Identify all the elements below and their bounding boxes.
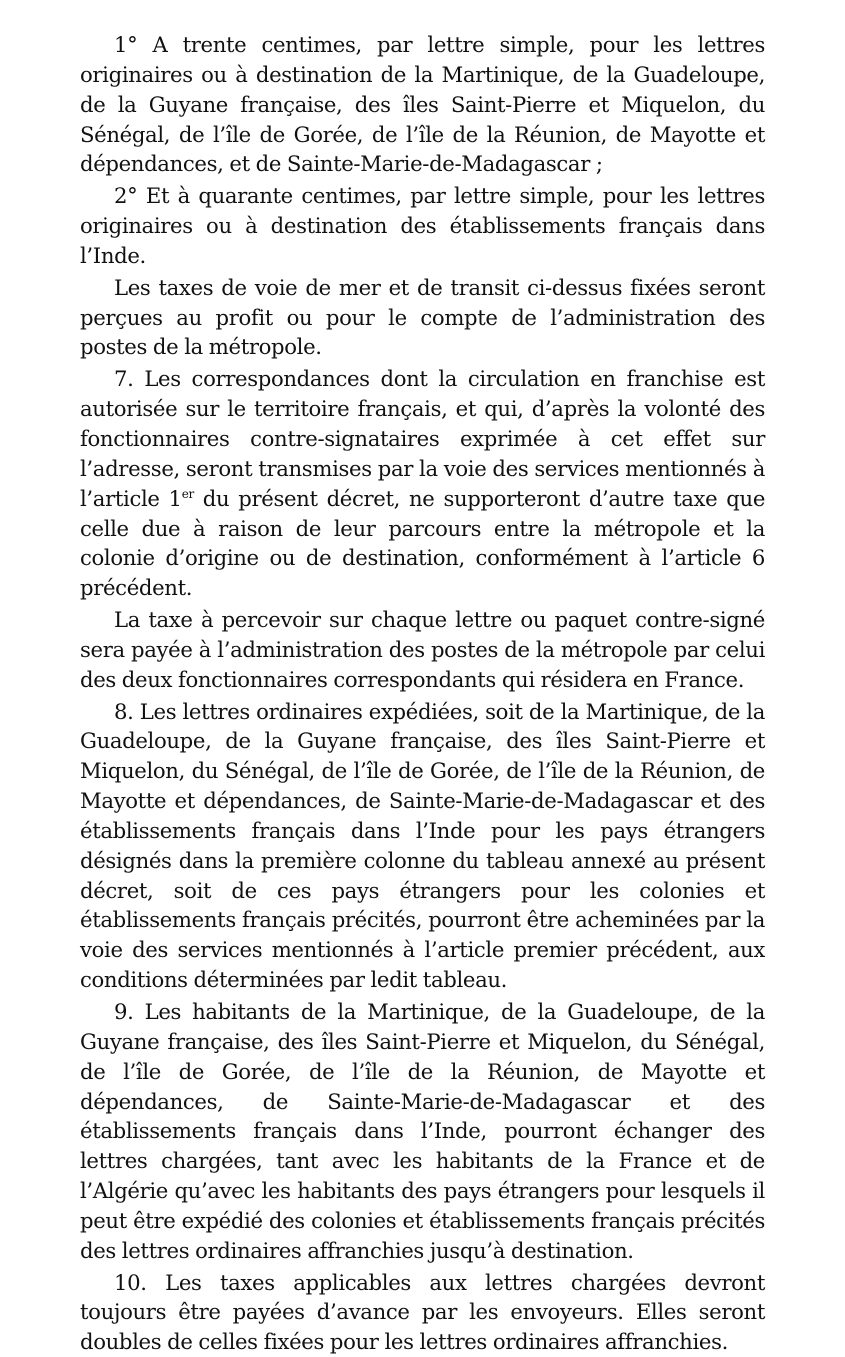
paragraph-tax-thirty-centimes: 1° A trente centimes, par lettre simple, pour les lettres originaires ou à destination de la Martinique, de la Guadeloupe, de la Guyane française, des îles Saint-Pierre et Miquelon, du Sénégal, de l’île de Gorée, de l’île de la Réunion, de Mayotte et dépendances, et de Sainte-Marie-de-Madagascar ; (80, 32, 765, 177)
paragraph-tax-forty-centimes: 2° Et à quarante centimes, par lettre simple, pour les lettres originaires ou à destination des établissements français dans l’Inde. (80, 183, 765, 268)
article-10: 10. Les taxes applicables aux lettres chargées devront toujours être payées d’avance par les envoyeurs. Elles seront doubles de celles fixées pour les lettres ordinaires affranchies. (80, 1269, 765, 1355)
paragraph-countersigned-tax: La taxe à percevoir sur chaque lettre ou paquet contre-signé sera payée à l’administration des postes de la métropole par celui des deux fonctionnaires correspondants qui résidera en France. (80, 607, 765, 692)
article-8: 8. Les lettres ordinaires expédiées, soit de la Martinique, de la Guadeloupe, de la Guyane française, des îles Saint-Pierre et Miquelon, du Sénégal, de l’île de Gorée, de l’île de la Réunion, de Mayotte et dépendances, de Sainte-Marie-de-Madagascar et des établissements français dans l’Inde pour les pays étrangers désignés dans la première colonne du tableau annexé au présent décret, soit de ces pays étrangers pour les colonies et établissements français précités, pourront être acheminées par la voie des services mentionnés à l’article premier précédent, aux conditions déterminées par ledit tableau. (80, 698, 765, 993)
article-9: 9. Les habitants de la Martinique, de la Guadeloupe, de la Guyane française, des îles Saint-Pierre et Miquelon, du Sénégal, de l’île de Gorée, de l’île de la Réunion, de Mayotte et dépendances, de Sainte-Marie-de-Madagascar et des établissements français dans l’Inde, pourront échanger des lettres chargées, tant avec les habitants de la France et de l’Algérie qu’avec les habitants des pays étrangers pour lesquels il peut être expédié des colonies et établissements français précités des lettres ordinaires affranchies jusqu’à destination. (80, 999, 765, 1263)
document-page (80, 30, 765, 1357)
article-7 (80, 364, 765, 603)
article-7-text-after: du présent décret, ne supporteront d’autre taxe que celle due à raison de leur parcours entre la métropole et la colonie d’origine ou de destination, conformément à l’article 6 précédent. (80, 485, 766, 601)
article-7-text-before: 7. Les correspondances dont la circulation en franchise est autorisée sur le territoire français, et qui, d’après la volonté des fonctionnaires contre-signataires exprimée à cet effet sur l’adresse, seront transmises par la voie des services mentionnés à l’article 1 (80, 366, 765, 511)
article-7-superscript: er (181, 486, 194, 501)
paragraph-tax-collection: Les taxes de voie de mer et de transit ci-dessus fixées seront perçues au profit ou pour le compte de l’administration des postes de la métropole. (80, 274, 765, 360)
